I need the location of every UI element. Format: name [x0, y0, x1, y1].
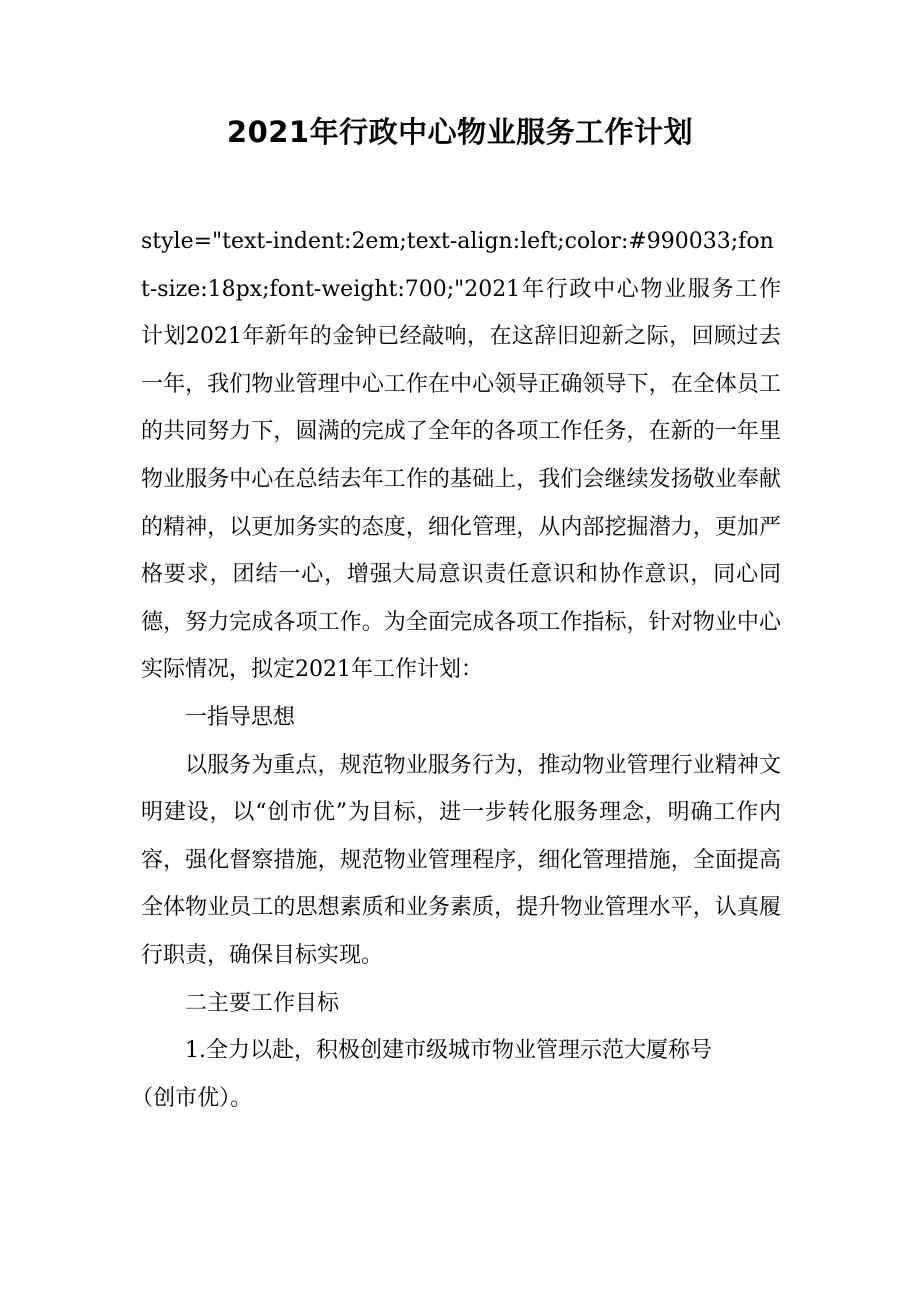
section-heading-guiding-ideology: 一指导思想: [185, 704, 296, 730]
goal-item-1: [131, 1027, 781, 1122]
section-heading-main-goals: 二主要工作目标: [185, 990, 340, 1016]
goal-item-1-text: 1.全力以赴，积极创建市级城市物业管理示范大厦称号: [185, 1038, 712, 1064]
document-body: [131, 218, 781, 1122]
guiding-ideology-paragraph: 以服务为重点，规范物业服务行为，推动物业管理行业精神文明建设，以“创市优”为目标，进一步转化服务理念，明确工作内容，强化督察措施，规范物业管理程序，细化管理措施，全面提高全体物业员工的思想素质和业务素质，提升物业管理水平，认真履行职责，确保目标实现。: [141, 752, 781, 968]
document-title: 2021年行政中心物业服务工作计划: [226, 115, 694, 149]
intro-paragraph: style="text-indent:2em;text-align:left;color:#990033;font-size:18px;font-weight:700;"2021年行政中心物业服务工作计划2021年新年的金钟已经敲响，在这辞旧迎新之际，回顾过去一年，我们物业管理中心工作在中心领导正确领导下，在全体员工的共同努力下，圆满的完成了全年的各项工作任务，在新的一年里物业服务中心在总结去年工作的基础上，我们会继续发扬敬业奉献的精神，以更加务实的态度，细化管理，从内部挖掘潜力，更加严格要求，团结一心，增强大局意识责任意识和协作意识，同心同德，努力完成各项工作。为全面完成各项工作指标，针对物业中心实际情况，拟定2021年工作计划：: [141, 229, 781, 683]
goal-item-1-tail: （创市优）。: [131, 1085, 253, 1111]
